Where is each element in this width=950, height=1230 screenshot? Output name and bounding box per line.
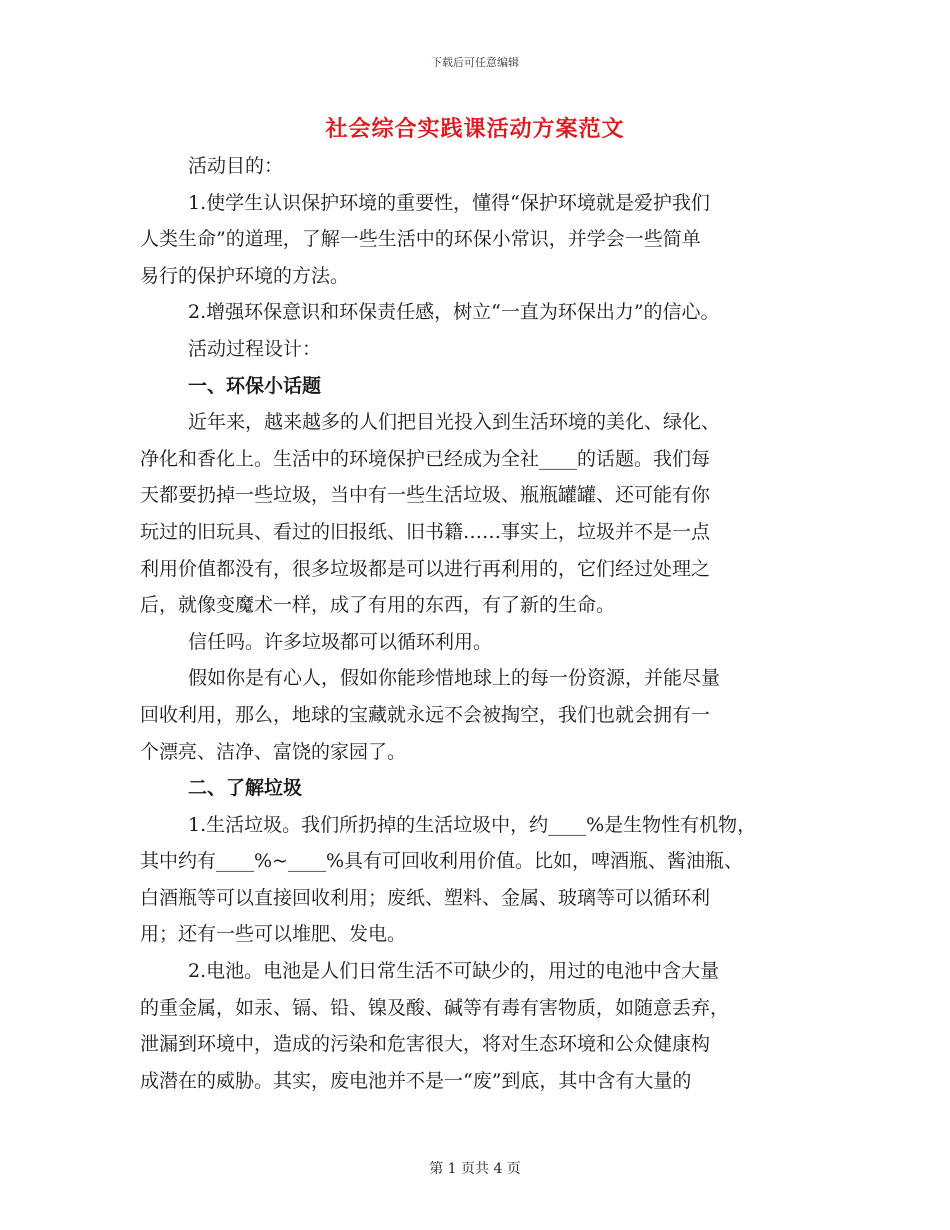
body-line: 回收利用，那么，地球的宝藏就永远不会被掏空，我们也就会拥有一 (140, 703, 711, 726)
page-footer: 第 1 页共 4 页 (429, 1161, 521, 1177)
body-line: 天都要扔掉一些垃圾，当中有一些生活垃圾、瓶瓶罐罐、还可能有你 (140, 484, 711, 507)
body-line: 1.使学生认识保护环境的重要性，懂得“保护环境就是爱护我们 (188, 191, 710, 214)
body-line: 近年来，越来越多的人们把目光投入到生活环境的美化、绿化、 (188, 411, 721, 434)
body-line: 利用价值都没有，很多垃圾都是可以进行再利用的，它们经过处理之 (140, 557, 711, 580)
body-line: 后，就像变魔术一样，成了有用的东西，有了新的生命。 (140, 594, 616, 617)
body-line: 2.增强环保意识和环保责任感，树立“一直为环保出力”的信心。 (188, 301, 720, 324)
section-heading: 一、环保小话题 (188, 374, 322, 397)
body-line: 泄漏到环境中，造成的污染和危害很大，将对生态环境和公众健康构 (140, 1033, 711, 1056)
body-line: 玩过的旧玩具、看过的旧报纸、旧书籍……事实上，垃圾并不是一点 (140, 520, 711, 543)
body-line: 用；还有一些可以堆肥、发电。 (140, 923, 407, 946)
document-body (140, 148, 830, 1099)
body-line: 活动目的： (188, 155, 284, 177)
document-title: 社会综合实践课活动方案范文 (325, 116, 625, 142)
body-line: 其中约有____%~____%具有可回收利用价值。比如，啤酒瓶、酱油瓶、 (140, 850, 744, 873)
header-note: 下载后可任意编辑 (431, 56, 519, 69)
body-line: 易行的保护环境的方法。 (140, 264, 350, 287)
body-line: 的重金属，如汞、镉、铅、镍及酸、碱等有毒有害物质，如随意丢弃， (140, 996, 730, 1019)
body-line: 1.生活垃圾。我们所扔掉的生活垃圾中，约____%是生物性有机物， (188, 813, 757, 836)
body-line: 活动过程设计： (188, 337, 322, 360)
body-line: 白酒瓶等可以直接回收利用；废纸、塑料、金属、玻璃等可以循环利 (140, 886, 711, 909)
body-line: 净化和香化上。生活中的环境保护已经成为全社____的话题。我们每 (140, 447, 711, 470)
body-line: 假如你是有心人，假如你能珍惜地球上的每一份资源，并能尽量 (188, 667, 721, 690)
body-line: 2.电池。电池是人们日常生活不可缺少的，用过的电池中含大量 (188, 960, 720, 983)
body-line: 成潜在的威胁。其实，废电池并不是一“废”到底，其中含有大量的 (140, 1069, 692, 1092)
section-heading: 二、了解垃圾 (188, 777, 303, 800)
body-line: 信任吗。许多垃圾都可以循环利用。 (188, 630, 493, 653)
body-line: 人类生命”的道理，了解一些生活中的环保小常识，并学会一些简单 (140, 228, 701, 251)
body-line: 个漂亮、洁净、富饶的家园了。 (140, 740, 407, 763)
